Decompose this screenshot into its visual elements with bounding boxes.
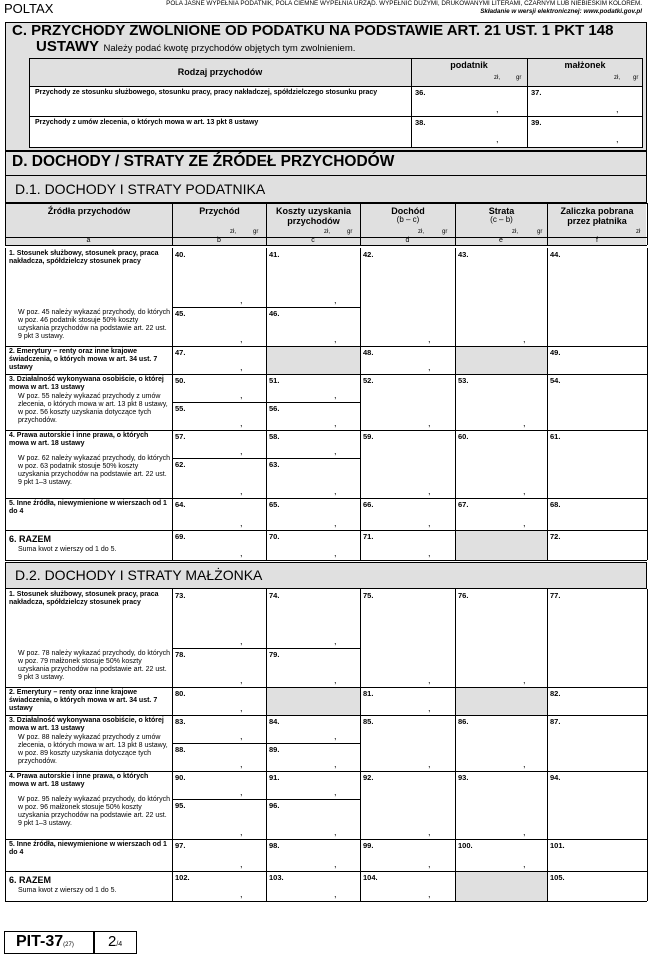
col-spouse: małżonek	[564, 60, 606, 70]
instructions-text: POLA JASNE WYPEŁNIA PODATNIK, POLA CIEMNE WYPEŁNIA URZĄD. WYPEŁNIĆ DUŻYMI, DRUKOWANYMI LITERAMI, CZARNYM LUB NIEBIESKIM KOLOREM.	[166, 0, 642, 7]
field-78[interactable]	[173, 649, 265, 686]
row-6-note: Suma kwot z wierszy od 1 do 5.	[18, 887, 117, 894]
field-88[interactable]	[173, 744, 265, 770]
col-loss: Strata	[488, 206, 515, 216]
field-62[interactable]	[173, 459, 265, 497]
row-3-activity: 3. Działalność wykonywana osobiście, o której mowa w art. 13 ustawy	[9, 717, 164, 732]
field-54[interactable]	[548, 375, 646, 429]
col-taxpayer: podatnik	[450, 60, 488, 70]
field-70[interactable]	[267, 531, 359, 559]
col-advance: Zaliczka pobrana przez płatnika	[560, 206, 634, 226]
field-91[interactable]	[267, 772, 359, 798]
row-contract-income: Przychody z umów zlecenia, o których mowa w art. 13 pkt 8 ustawy	[35, 119, 259, 126]
field-63[interactable]	[267, 459, 359, 497]
field-48[interactable]	[361, 347, 454, 373]
field-64[interactable]	[173, 499, 265, 529]
row-6-total: 6. RAZEM	[9, 534, 52, 544]
row-1-note: W poz. 45 należy wykazać przychody, do których w poz. 46 podatnik stosuje 50% koszty uzyskania przychodów na podstawie art. 22 ust. 9 pkt 3 ustawy.	[18, 309, 170, 340]
row-6-total: 6. RAZEM	[9, 875, 52, 885]
field-42[interactable]	[361, 249, 454, 345]
field-36[interactable]	[412, 87, 526, 115]
field-44[interactable]	[548, 249, 646, 345]
field-85[interactable]	[361, 716, 454, 770]
field-65[interactable]	[267, 499, 359, 529]
row-4-note: W poz. 95 należy wykazać przychody, do których w poz. 96 małżonek stosuje 50% koszty uzyskania przychodów na podstawie art. 22 ust. 9 pkt 1–3 ustawy.	[18, 796, 170, 827]
brand-logo: POLTAX	[4, 1, 54, 16]
row-1-employment: 1. Stosunek służbowy, stosunek pracy, praca nakładcza, spółdzielczy stosunek pracy	[9, 250, 159, 265]
field-84[interactable]	[267, 716, 359, 742]
field-56[interactable]	[267, 403, 359, 429]
section-c-title-2: USTAWY	[36, 38, 100, 55]
row-6-note: Suma kwot z wierszy od 1 do 5.	[18, 546, 117, 553]
field-72[interactable]	[548, 531, 646, 559]
page-number: 2	[108, 933, 117, 950]
field-60[interactable]	[456, 431, 546, 497]
field-66[interactable]	[361, 499, 454, 529]
field-46[interactable]	[267, 308, 359, 345]
field-69[interactable]	[173, 531, 265, 559]
field-98[interactable]	[267, 840, 359, 870]
field-82[interactable]	[548, 688, 646, 714]
field-77[interactable]	[548, 590, 646, 686]
field-94[interactable]	[548, 772, 646, 838]
row-2-pensions: 2. Emerytury – renty oraz inne krajowe świadczenia, o których mowa w art. 34 ust. 7 ustawy	[9, 348, 158, 371]
col-income-kind: Rodzaj przychodów	[177, 67, 263, 77]
field-55[interactable]	[173, 403, 265, 429]
field-93[interactable]	[456, 772, 546, 838]
field-97[interactable]	[173, 840, 265, 870]
col-sources: Źródła przychodów	[47, 206, 131, 216]
field-99[interactable]	[361, 840, 454, 870]
field-87[interactable]	[548, 716, 646, 770]
field-53[interactable]	[456, 375, 546, 429]
field-95[interactable]	[173, 800, 265, 838]
field-59[interactable]	[361, 431, 454, 497]
field-38[interactable]	[412, 117, 526, 147]
field-67[interactable]	[456, 499, 546, 529]
field-79[interactable]	[267, 649, 359, 686]
field-45[interactable]	[173, 308, 265, 345]
field-39[interactable]	[528, 117, 642, 147]
field-49[interactable]	[548, 347, 646, 373]
field-76[interactable]	[456, 590, 546, 686]
section-d-title: D. DOCHODY / STRATY ZE ŹRÓDEŁ PRZYCHODÓW	[12, 153, 395, 170]
field-47[interactable]	[173, 347, 265, 373]
field-73[interactable]	[173, 590, 265, 647]
row-5-other: 5. Inne źródła, niewymienione w wierszach od 1 do 4	[9, 500, 167, 515]
field-86[interactable]	[456, 716, 546, 770]
row-5-other: 5. Inne źródła, niewymienione w wierszach od 1 do 4	[9, 841, 167, 856]
row-1-employment: 1. Stosunek służbowy, stosunek pracy, praca nakładcza, spółdzielczy stosunek pracy	[9, 591, 159, 606]
col-income: Przychód	[199, 206, 240, 216]
field-37[interactable]	[528, 87, 642, 115]
section-d1-title: D.1. DOCHODY I STRATY PODATNIKA	[15, 181, 266, 197]
form-id: PIT-37	[16, 933, 64, 950]
row-3-note: W poz. 55 należy wykazać przychody z umów zlecenia, o których mowa w art. 13 pkt 8 ustawy, w poz. 56 koszty uzyskania dotyczące tych przychodów.	[18, 393, 168, 424]
row-4-copyrights: 4. Prawa autorskie i inne prawa, o których mowa w art. 18 ustawy	[9, 773, 149, 788]
row-4-copyrights: 4. Prawa autorskie i inne prawa, o których mowa w art. 18 ustawy	[9, 432, 149, 447]
section-c-title: C. PRZYCHODY ZWOLNIONE OD PODATKU NA PODSTAWIE ART. 21 UST. 1 PKT 148	[12, 22, 614, 39]
row-3-note: W poz. 88 należy wykazać przychody z umów zlecenia, o których mowa w art. 13 pkt 8 ustawy, w poz. 89 koszty uzyskania dotyczące tych przychodów.	[18, 734, 168, 765]
field-74[interactable]	[267, 590, 359, 647]
field-92[interactable]	[361, 772, 454, 838]
col-profit-formula: (b – c)	[396, 215, 420, 224]
field-41[interactable]	[267, 249, 359, 306]
section-c-note: Należy podać kwotę przychodów objętych tym zwolnieniem.	[103, 43, 356, 54]
row-employment-income: Przychody ze stosunku służbowego, stosunku pracy, pracy nakładczej, spółdzielczego stosunku pracy	[35, 89, 378, 96]
field-81[interactable]	[361, 688, 454, 714]
field-58[interactable]	[267, 431, 359, 457]
col-costs: Koszty uzyskania przychodów	[275, 206, 352, 226]
row-1-note: W poz. 78 należy wykazać przychody, do których w poz. 79 małżonek stosuje 50% koszty uzyskania przychodów na podstawie art. 22 ust. 9 pkt 3 ustawy.	[18, 650, 170, 681]
row-4-note: W poz. 62 należy wykazać przychody, do których w poz. 63 podatnik stosuje 50% koszty uzyskania przychodów na podstawie art. 22 ust. 9 pkt 1–3 ustawy.	[18, 455, 170, 486]
field-68[interactable]	[548, 499, 646, 529]
col-profit: Dochód	[391, 206, 425, 216]
section-d2-title: D.2. DOCHODY I STRATY MAŁŻONKA	[15, 567, 263, 583]
field-52[interactable]	[361, 375, 454, 429]
field-50[interactable]	[173, 375, 265, 401]
field-90[interactable]	[173, 772, 265, 798]
field-75[interactable]	[361, 590, 454, 686]
field-61[interactable]	[548, 431, 646, 497]
field-96[interactable]	[267, 800, 359, 838]
field-71[interactable]	[361, 531, 454, 559]
col-loss-formula: (c – b)	[490, 215, 513, 224]
field-89[interactable]	[267, 744, 359, 770]
field-80[interactable]	[173, 688, 265, 714]
field-40[interactable]	[173, 249, 265, 306]
electronic-submission-text: Składanie w wersji elektronicznej: www.podatki.gov.pl	[480, 8, 642, 15]
row-2-pensions: 2. Emerytury – renty oraz inne krajowe świadczenia, o których mowa w art. 34 ust. 7 ustawy	[9, 689, 158, 712]
field-57[interactable]	[173, 431, 265, 457]
row-3-activity: 3. Działalność wykonywana osobiście, o której mowa w art. 13 ustawy	[9, 376, 164, 391]
field-83[interactable]	[173, 716, 265, 742]
field-51[interactable]	[267, 375, 359, 401]
field-43[interactable]	[456, 249, 546, 345]
